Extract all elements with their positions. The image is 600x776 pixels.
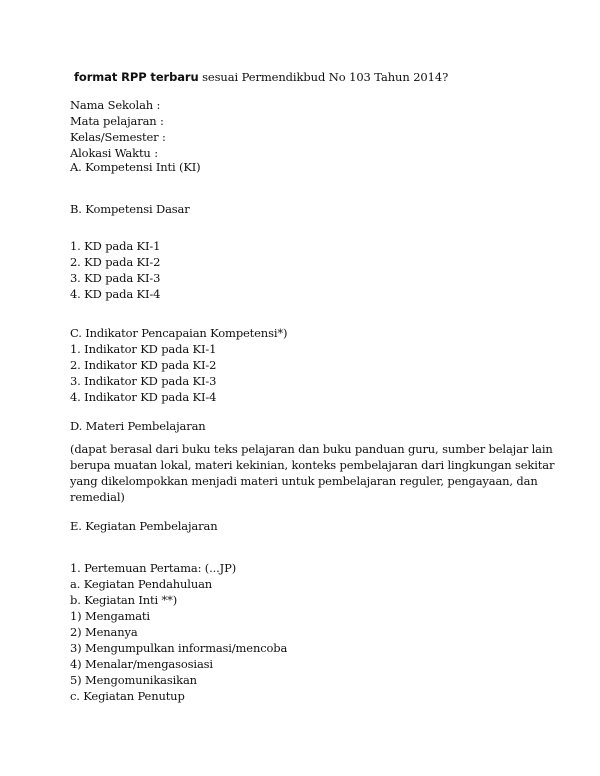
- list-item: 4. KD pada KI-4: [70, 287, 161, 301]
- list-item: 1. KD pada KI-1: [70, 239, 161, 253]
- list-item: 2) Menanya: [70, 625, 138, 639]
- title-bold: format RPP terbaru: [74, 70, 199, 84]
- section-a-heading: A. Kompetensi Inti (KI): [70, 160, 201, 174]
- materi-paragraph-line: yang dikelompokkan menjadi materi untuk pembelajaran reguler, pengayaan, dan: [70, 474, 538, 488]
- materi-paragraph-line: remedial): [70, 490, 125, 504]
- document-title: [74, 70, 448, 84]
- list-item: 1. Indikator KD pada KI-1: [70, 342, 217, 356]
- section-c-heading: C. Indikator Pencapaian Kompetensi*): [70, 326, 288, 340]
- list-item: 4) Menalar/mengasosiasi: [70, 657, 213, 671]
- list-item: 1. Pertemuan Pertama: (...JP): [70, 561, 237, 575]
- list-item: 3. KD pada KI-3: [70, 271, 161, 285]
- list-item: 3. Indikator KD pada KI-3: [70, 374, 217, 388]
- materi-paragraph-line: berupa muatan lokal, materi kekinian, konteks pembelajaran dari lingkungan sekitar: [70, 458, 555, 472]
- section-b-heading: B. Kompetensi Dasar: [70, 202, 190, 216]
- list-item: 1) Mengamati: [70, 609, 150, 623]
- list-item: b. Kegiatan Inti **): [70, 593, 178, 607]
- list-item: 5) Mengomunikasikan: [70, 673, 197, 687]
- list-item: 4. Indikator KD pada KI-4: [70, 390, 217, 404]
- alokasi-waktu-label: Alokasi Waktu :: [70, 146, 158, 160]
- list-item: 3) Mengumpulkan informasi/mencoba: [70, 641, 288, 655]
- section-d-heading: D. Materi Pembelajaran: [70, 419, 206, 433]
- list-item: c. Kegiatan Penutup: [70, 689, 185, 703]
- nama-sekolah-label: Nama Sekolah :: [70, 98, 161, 112]
- materi-paragraph-line: (dapat berasal dari buku teks pelajaran dan buku panduan guru, sumber belajar lain: [70, 442, 553, 456]
- kelas-semester-label: Kelas/Semester :: [70, 130, 166, 144]
- list-item: 2. KD pada KI-2: [70, 255, 161, 269]
- list-item: a. Kegiatan Pendahuluan: [70, 577, 213, 591]
- list-item: 2. Indikator KD pada KI-2: [70, 358, 217, 372]
- section-e-heading: E. Kegiatan Pembelajaran: [70, 519, 218, 533]
- mata-pelajaran-label: Mata pelajaran :: [70, 114, 164, 128]
- title-rest: sesuai Permendikbud No 103 Tahun 2014?: [198, 70, 449, 84]
